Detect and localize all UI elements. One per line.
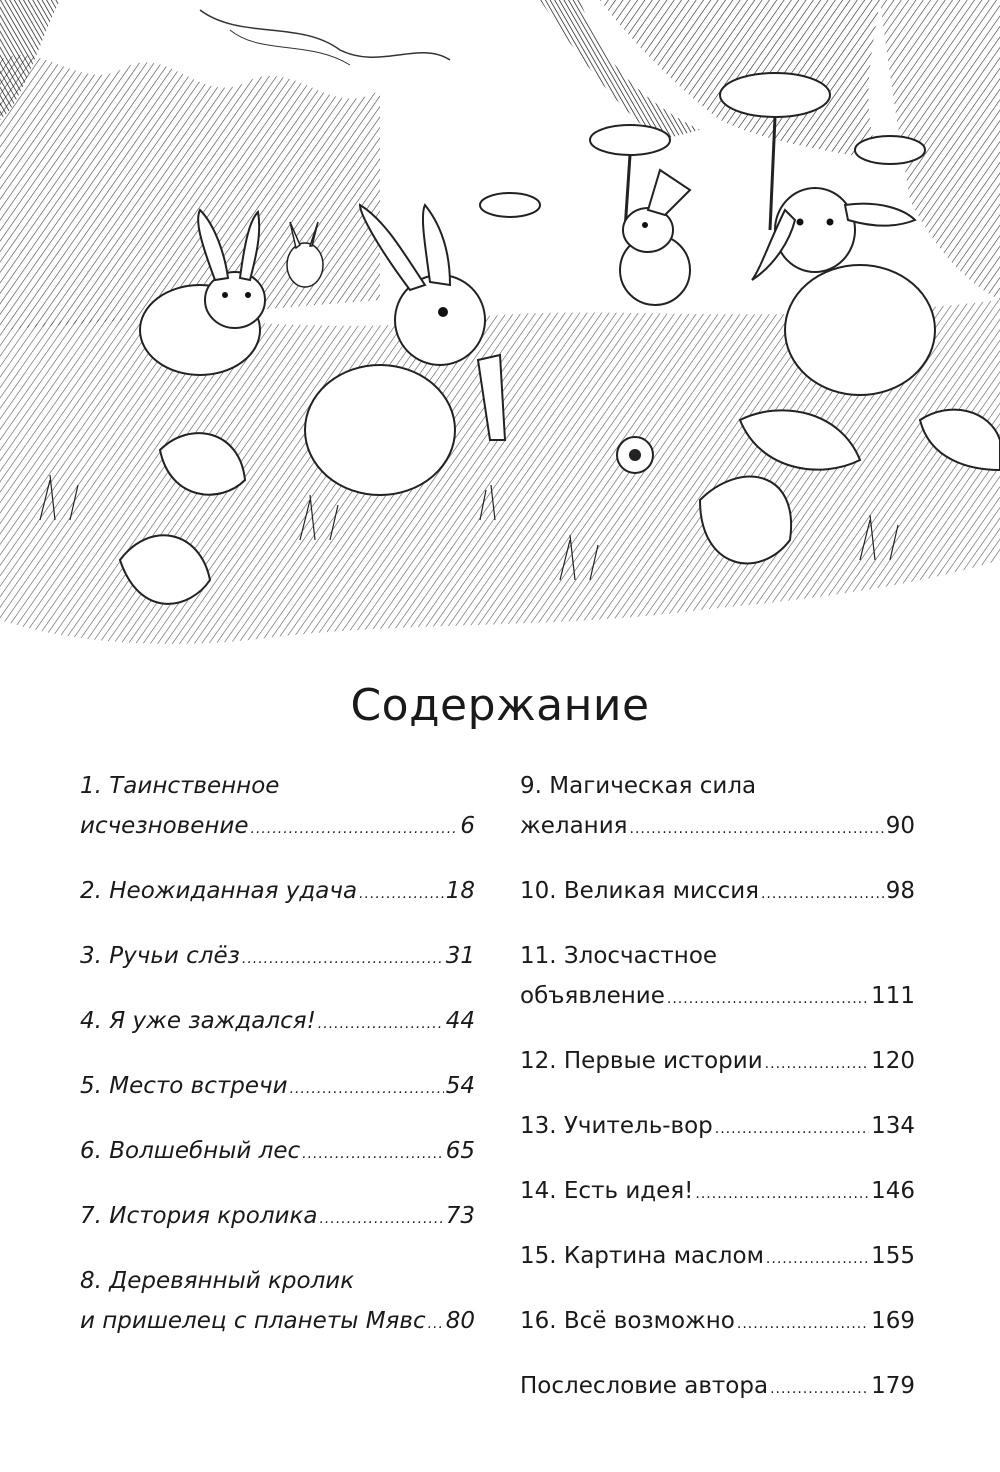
dot-leader: [765, 1044, 869, 1084]
dot-leader: [428, 1304, 444, 1344]
toc-entry[interactable]: [80, 766, 475, 849]
dot-leader: [302, 1134, 444, 1174]
toc-entry-title: исчезновение: [80, 813, 249, 839]
toc-page-number: 31: [445, 943, 475, 969]
toc-entry-title: 14. Есть идея!: [520, 1178, 694, 1204]
toc-entry-title-line: 11. Злосчастное: [520, 943, 718, 969]
rabbits-forest-illustration: [0, 0, 1000, 650]
toc-entry-title: 12. Первые истории: [520, 1048, 763, 1074]
dot-leader: [695, 1174, 869, 1214]
dot-leader: [359, 874, 444, 914]
toc-entry[interactable]: [80, 1261, 475, 1344]
toc-title: Содержание: [350, 680, 650, 731]
dot-leader: [766, 1239, 869, 1279]
toc-page-number: 146: [871, 1178, 915, 1204]
toc-entry-title: 15. Картина маслом: [520, 1243, 764, 1269]
toc-entry-title: 13. Учитель-вор: [520, 1113, 713, 1139]
toc-entry[interactable]: [80, 1066, 475, 1109]
toc-entry[interactable]: [520, 1041, 915, 1084]
toc-entry-title: 16. Всё возможно: [520, 1308, 735, 1334]
dot-leader: [251, 809, 459, 849]
toc-entry-title: 3. Ручьи слёз: [80, 943, 240, 969]
dot-leader: [667, 979, 869, 1019]
toc-page-number: 169: [871, 1308, 915, 1334]
toc-page-number: 98: [885, 878, 915, 904]
toc-page-number: 134: [871, 1113, 915, 1139]
toc-page-number: 120: [871, 1048, 915, 1074]
toc-page-number: 80: [445, 1308, 475, 1334]
dot-leader: [319, 1199, 443, 1239]
toc-page-number: 155: [871, 1243, 915, 1269]
toc-entry[interactable]: [520, 1106, 915, 1149]
toc-entry-title-line: 8. Деревянный кролик: [80, 1268, 355, 1294]
toc-page-number: 179: [871, 1373, 915, 1399]
dot-leader: [318, 1004, 444, 1044]
toc-entry[interactable]: [520, 1171, 915, 1214]
toc-column-right: [520, 766, 915, 1431]
toc-page-number: 65: [445, 1138, 475, 1164]
toc-entry[interactable]: [520, 766, 915, 849]
toc-entry-title: и пришелец с планеты Мявс: [80, 1308, 426, 1334]
dot-leader: [770, 1369, 869, 1409]
toc-entry[interactable]: [520, 1301, 915, 1344]
dot-leader: [761, 874, 884, 914]
toc-entry-title: Послесловие автора: [520, 1373, 769, 1399]
toc-page-number: 54: [445, 1073, 475, 1099]
toc-entry[interactable]: [80, 871, 475, 914]
toc-page-number: 18: [445, 878, 475, 904]
toc-entry[interactable]: [80, 1196, 475, 1239]
toc-column-left: [80, 766, 475, 1366]
toc-entry-title: желания: [520, 813, 628, 839]
toc-page-number: 44: [445, 1008, 475, 1034]
dot-leader: [715, 1109, 869, 1149]
toc-page-number: 73: [445, 1203, 475, 1229]
toc-entry[interactable]: [520, 1366, 915, 1409]
dot-leader: [242, 939, 444, 979]
toc-entry-title: 10. Великая миссия: [520, 878, 759, 904]
toc-entry[interactable]: [520, 1236, 915, 1279]
toc-entry[interactable]: [80, 936, 475, 979]
toc-entry-title-line: 9. Магическая сила: [520, 773, 757, 799]
toc-entry[interactable]: [520, 871, 915, 914]
toc-page-number: 90: [885, 813, 915, 839]
toc-entry-title: 4. Я уже заждался!: [80, 1008, 316, 1034]
toc-entry-title: 2. Неожиданная удача: [80, 878, 358, 904]
toc-entry-title: 5. Место встречи: [80, 1073, 288, 1099]
dot-leader: [290, 1069, 444, 1109]
toc-entry-title: 7. История кролика: [80, 1203, 318, 1229]
toc-entry-title: объявление: [520, 983, 665, 1009]
toc-entry[interactable]: [80, 1131, 475, 1174]
toc-page-number: 111: [871, 983, 915, 1009]
toc-entry-title-line: 1. Таинственное: [80, 773, 280, 799]
toc-entry[interactable]: [520, 936, 915, 1019]
toc-entry[interactable]: [80, 1001, 475, 1044]
toc-entry-title: 6. Волшебный лес: [80, 1138, 301, 1164]
dot-leader: [737, 1304, 869, 1344]
toc-page-number: 6: [460, 813, 475, 839]
dot-leader: [630, 809, 884, 849]
